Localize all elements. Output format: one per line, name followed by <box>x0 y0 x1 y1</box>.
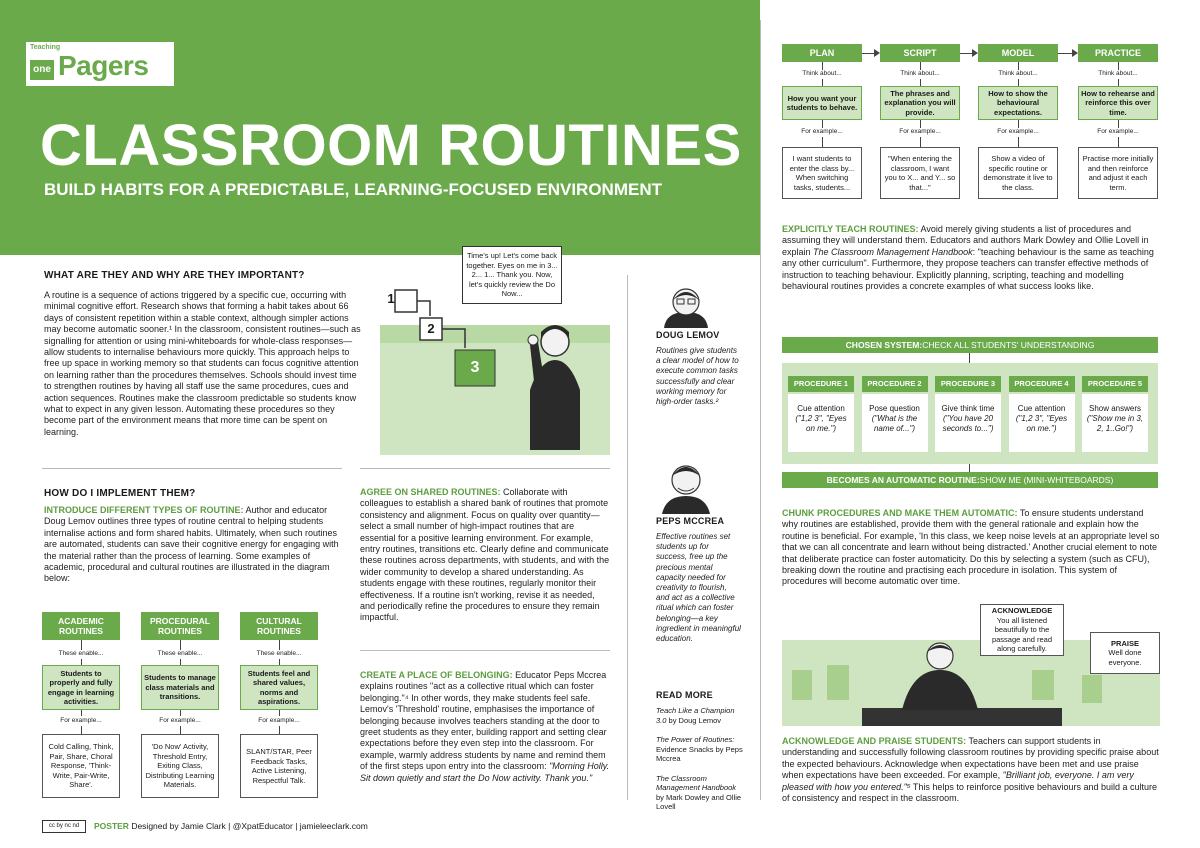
logo-one: one <box>30 60 54 80</box>
flow-stage: PLAN <box>782 44 862 62</box>
acknowledge-bubble <box>980 604 1064 656</box>
belong-lead: CREATE A PLACE OF BELONGING: <box>360 670 513 680</box>
section-divider <box>360 468 610 469</box>
section-divider <box>42 468 342 469</box>
acknowledge-text: You all listened beautifully to the passage and read along carefully. <box>991 615 1053 654</box>
routine-description: Students to properly and fully engage in learning activities. <box>42 665 120 710</box>
connector <box>1018 62 1019 70</box>
lemov-quote: Routines give students a clear model of how to execute common tasks successfully and clear working memory for high-order tasks.² <box>656 346 739 407</box>
automatic-routine-label: BECOMES AN AUTOMATIC ROUTINE: <box>826 475 980 485</box>
footer-poster-label: POSTER <box>94 821 129 831</box>
think-label: Think about... <box>1098 70 1138 77</box>
think-label: Think about... <box>900 70 940 77</box>
procedure-header: PROCEDURE 5 <box>1082 376 1148 392</box>
procedure-quote: ("You have 20 seconds to...") <box>942 414 994 433</box>
procedure-quote: ("What is the name of...") <box>871 414 918 433</box>
enable-label: These enable... <box>157 650 203 657</box>
procedure-text: Cue attention <box>1017 404 1066 413</box>
ack-text: Teachers can support students in understanding and successfully following classroom routines by providing specific praise about the expected behaviours. Acknowledge when expectations have been met and use praise when expectations have been exceeded. For example, <box>782 736 1159 781</box>
flow-focus: How to show the behavioural expectations. <box>978 86 1058 120</box>
automatic-routine-value: SHOW ME (MINI-WHITEBOARDS) <box>979 475 1114 485</box>
procedure-quote: ("1,2 3", "Eyes on me.") <box>795 414 847 433</box>
procedure-card <box>1082 394 1148 452</box>
example-label: For example... <box>997 128 1039 135</box>
footer-credit-text: Designed by Jamie Clark | @XpatEducator | jamieleeclark.com <box>128 821 368 831</box>
connector <box>279 640 280 650</box>
book-author: by Mark Dowley and Ollie Lovell <box>656 792 742 811</box>
routine-type-header: CULTURAL ROUTINES <box>240 612 318 640</box>
connector <box>1018 120 1019 128</box>
belong-section <box>360 670 612 784</box>
example-label: For example... <box>1097 128 1139 135</box>
connector <box>180 726 181 734</box>
explicit-book: The Classroom Management Handbook <box>813 246 973 257</box>
procedure-card <box>1009 394 1075 452</box>
routine-examples: SLANT/STAR, Peer Feedback Tasks, Active Listening, Respectful Talk. <box>240 734 318 798</box>
connector <box>969 464 970 472</box>
procedure-quote: ("1,2 3", "Eyes on me.") <box>1015 414 1068 433</box>
procedure-header: PROCEDURE 2 <box>862 376 928 392</box>
footer-credit <box>94 821 368 831</box>
mccrea-quote: Effective routines set students up for success, free up the precious mental capacity needed for creativity to flourish, and act as a collective ritual which can foster belonging—a key ingredient in meaningful education. <box>656 532 741 644</box>
mccrea-name: PEPS MCCREA <box>656 516 725 526</box>
step-2: 2 <box>427 321 435 336</box>
procedure-header: PROCEDURE 1 <box>788 376 854 392</box>
example-label: For example... <box>801 128 843 135</box>
column-divider <box>627 275 628 800</box>
connector <box>180 640 181 650</box>
how-body <box>44 505 344 585</box>
explicit-text-1: Avoid merely giving students a list of procedures and assuming they will understand them. Educators and authors Mark Dowley and Ollie Lovell in explain <box>782 224 1149 257</box>
routine-type-header: PROCEDURAL ROUTINES <box>141 612 219 640</box>
flow-stage: SCRIPT <box>880 44 960 62</box>
connector <box>920 62 921 70</box>
routine-description: Students feel and shared values, norms and aspirations. <box>240 665 318 710</box>
connector <box>822 62 823 70</box>
praise-label: PRAISE <box>1111 638 1139 648</box>
read-more-item <box>656 774 746 812</box>
connector <box>920 79 921 86</box>
agree-lead: AGREE ON SHARED ROUTINES: <box>360 487 501 497</box>
explicit-text-2: : "teaching behaviour is the same as teaching any other curriculum". Furthermore, they propose teachers can transfer effective methods of instruction to teaching behaviour. Explicitly planning, scripting, teaching and modelling behavioural routines provides a concrete examples of what success looks like. <box>782 246 1154 292</box>
what-body: A routine is a sequence of actions triggered by a specific cue, occurring with minimal cognitive effort. Research shows that forming a habit takes about 66 days of consistent repetition within a stable context, although simpler actions may become automatic sooner.¹ In the classroom, consistent routines—such as signalling for attention or using mini-whiteboards for whole-class responses—allow students to internalise behaviours more quickly. This approach helps to free up space in working memory so that students can focus cognitive attention on learning rather than the procedures themselves. Schools should invest time to strengthen routines by having all staff use the same procedures, cues and action sequences. Routines make the classroom predictable so students know what to expect in any given lesson. Automating these procedures so they become part of the environment means that more time can be spent on learning. <box>44 290 361 437</box>
book-author: by Doug Lemov <box>666 715 722 725</box>
connector <box>920 137 921 147</box>
what-heading: WHAT ARE THEY AND WHY ARE THEY IMPORTANT? <box>44 270 305 281</box>
chunk-text: To ensure students understand why routines are established, provide them with the general rationale and explain how the routine is beneficial. For example, 'In this class, we keep noise levels at an appropriate level so that we can all concentrate and learn without being distracted.' Another crucial element to note that deliberate practice can foster automaticity. Do this by selecting a system (such as CFU), breaking down the routine and practising each procedure in isolation. This system of procedures will become automatic over time. <box>782 508 1160 587</box>
flow-focus: The phrases and explanation you will provide. <box>880 86 960 120</box>
ack-quote: "Brilliant job, everyone. I am very pleased with how you entered."⁵ <box>782 770 1134 792</box>
book-title: The Power of Routines: <box>656 735 735 744</box>
think-label: Think about... <box>802 70 842 77</box>
logo-teaching: Teaching <box>30 44 61 51</box>
ack-lead: ACKNOWLEDGE AND PRAISE STUDENTS: <box>782 736 967 746</box>
procedure-header: PROCEDURE 4 <box>1009 376 1075 392</box>
connector <box>1118 62 1119 70</box>
connector <box>1118 120 1119 128</box>
connector <box>279 726 280 734</box>
connector <box>920 120 921 128</box>
acknowledge-section <box>782 736 1160 804</box>
chosen-system-bar <box>782 337 1158 353</box>
routine-description: Students to manage class materials and transitions. <box>141 665 219 710</box>
procedure-card <box>788 394 854 452</box>
page-subtitle: BUILD HABITS FOR A PREDICTABLE, LEARNING-FOCUSED ENVIRONMENT <box>44 180 662 199</box>
procedure-text: Cue attention <box>797 404 845 413</box>
explicit-section <box>782 224 1162 292</box>
explicit-lead: EXPLICITLY TEACH ROUTINES: <box>782 224 919 234</box>
procedure-text: Pose question <box>869 404 920 413</box>
column-divider <box>760 20 761 800</box>
connector <box>279 710 280 716</box>
connector <box>822 120 823 128</box>
page-title: CLASSROOM ROUTINES <box>40 113 742 178</box>
step-1: 1 <box>387 291 395 306</box>
peps-mccrea-portrait <box>656 452 716 514</box>
ack-text-2: This helps to reinforce positive behaviours and build a culture of consistency and respect in the classroom. <box>782 781 1158 804</box>
flow-stage: PRACTICE <box>1078 44 1158 62</box>
chunk-section <box>782 508 1160 588</box>
acknowledge-label: ACKNOWLEDGE <box>991 606 1053 616</box>
flow-detail: Show a video of specific routine or demonstrate it live to the class. <box>978 147 1058 199</box>
how-heading: HOW DO I IMPLEMENT THEM? <box>44 488 196 499</box>
flow-stage: MODEL <box>978 44 1058 62</box>
chosen-system-label: CHOSEN SYSTEM: <box>845 340 923 350</box>
section-divider <box>360 650 610 651</box>
flow-detail: Practise more initially and then reinforce and adjust it each term. <box>1078 147 1158 199</box>
chunk-lead: CHUNK PROCEDURES AND MAKE THEM AUTOMATIC: <box>782 508 1018 518</box>
flow-detail: "When entering the classroom, I want you to X... and Y... so that..." <box>880 147 960 199</box>
procedure-quote: ("Show me in 3, 2, 1..Go!") <box>1086 414 1144 433</box>
belong-quote: "Morning Holly. Sit down quietly and start the Do Now activity. Thank you." <box>360 761 610 783</box>
doug-lemov-portrait <box>656 282 716 328</box>
read-more-heading: READ MORE <box>656 690 713 700</box>
agree-text: Collaborate with colleagues to establish a shared bank of routines that promote consistency and alignment. Focus on quality over quantity—select a small number of high-impact routines that are essential for a positive learning environment. For example, entry routines, transitions etc. Clearly define and communicate these routines across departments, with students, and with the wider community to develop a shared understanding. As students engage with these routines, regularly monitor their effectiveness. If a routine isn't working, revise it as needed, and periodically refine the procedures to ensure they remain impactful. <box>360 487 610 623</box>
connector <box>180 710 181 716</box>
procedure-card <box>935 394 1001 452</box>
book-author: Evidence Snacks by Peps Mccrea <box>656 744 743 763</box>
how-text: Author and educator Doug Lemov outlines three types of routine central to helping students internalise actions and form shared habits. Ultimately, when such routines are automated, students can save their cognitive energy for engaging with the material rather than the process of learning. Some examples of academic, procedural and cultural routines are illustrated in the diagram below: <box>44 505 339 584</box>
read-more-item <box>656 735 746 764</box>
lemov-name: DOUG LEMOV <box>656 330 720 340</box>
praise-bubble <box>1090 632 1160 674</box>
flow-focus: How to rehearse and reinforce this over time. <box>1078 86 1158 120</box>
speech-bubble: Time's up! Let's come back together. Eyes on me in 3... 2... 1... Thank you. Now, let's quickly review the Do Now... <box>462 246 562 304</box>
procedure-text: Show answers <box>1088 404 1142 413</box>
routine-examples: Cold Calling, Think, Pair, Share, Choral Response, 'Think-Write, Pair-Write, Share'. <box>42 734 120 798</box>
automatic-routine-bar <box>782 472 1158 488</box>
example-label: For example... <box>159 717 201 724</box>
step-3: 3 <box>470 359 480 376</box>
flow-detail: I want students to enter the class by... When switching tasks, students... <box>782 147 862 199</box>
enable-label: These enable... <box>58 650 104 657</box>
connector <box>1018 79 1019 86</box>
procedure-text: Give think time <box>941 404 995 413</box>
example-label: For example... <box>899 128 941 135</box>
flow-focus: How you want your students to behave. <box>782 86 862 120</box>
example-label: For example... <box>258 717 300 724</box>
routine-examples: 'Do Now' Activity, Threshold Entry, Exiting Class, Distributing Learning Materials. <box>141 734 219 798</box>
book-title: The Classroom Management Handbook <box>656 773 737 792</box>
procedure-card <box>862 394 928 452</box>
belong-text: Educator Peps Mccrea explains routines "act as a collective ritual which can foster belonging."⁴ In other words, they make students feel safe. Lemov's 'Threshold' routine, emphasises the importance of belonging because involves teachers standing at the door to greet students as they enter, building rapport and setting clear expectations before they even step into the classroom. For example, warmly address students by name and remind them of the first steps upon entry into the classroom: <box>360 670 607 772</box>
connector <box>1118 137 1119 147</box>
agree-section <box>360 487 612 624</box>
routine-type-header: ACADEMIC ROUTINES <box>42 612 120 640</box>
teaching-one-pagers-logo <box>26 42 174 86</box>
connector <box>1118 79 1119 86</box>
connector <box>81 640 82 650</box>
logo-pagers: Pagers <box>58 50 149 81</box>
how-lead: INTRODUCE DIFFERENT TYPES OF ROUTINE: <box>44 505 244 515</box>
creative-commons-badge: cc by nc nd <box>42 820 86 833</box>
procedure-header: PROCEDURE 3 <box>935 376 1001 392</box>
praise-text: Well done everyone. <box>1108 648 1142 667</box>
connector <box>822 137 823 147</box>
think-label: Think about... <box>998 70 1038 77</box>
read-more-list <box>656 706 746 812</box>
book-title: Teach Like a Champion 3.0 <box>656 706 735 725</box>
chosen-system-value: CHECK ALL STUDENTS' UNDERSTANDING <box>922 340 1095 350</box>
connector <box>969 353 970 363</box>
connector <box>822 79 823 86</box>
connector <box>1018 137 1019 147</box>
connector <box>81 710 82 716</box>
connector <box>81 726 82 734</box>
example-label: For example... <box>60 717 102 724</box>
enable-label: These enable... <box>256 650 302 657</box>
read-more-item <box>656 706 746 725</box>
